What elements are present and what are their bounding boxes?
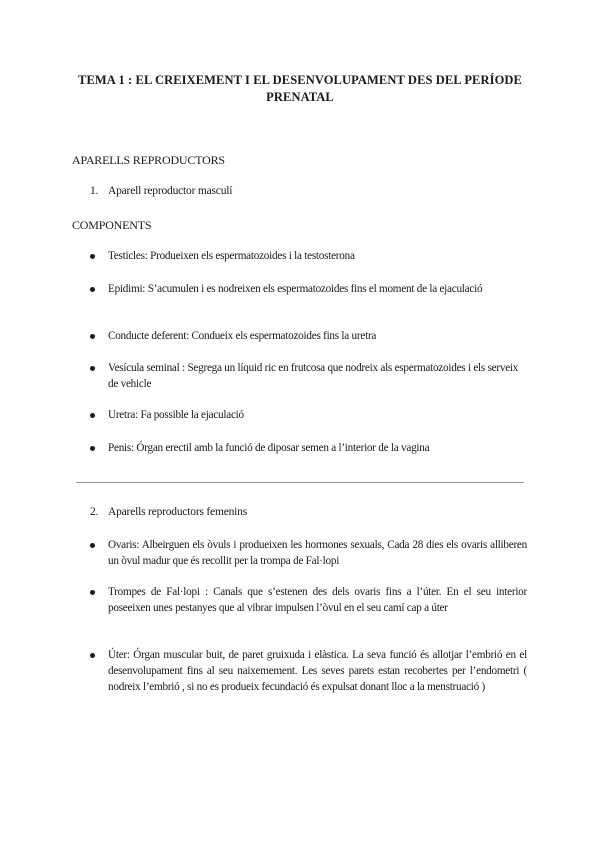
list-item — [90, 360, 527, 392]
list-item-text: Ovaris: Albeirguen els òvuls i produeixen les hormones sexuals, Cada 28 dies els ovaris alliberen un òvul madur que és recollit per la trompa de Fal·lopi — [108, 539, 527, 567]
bullet-icon — [90, 366, 95, 371]
list-item — [90, 647, 527, 695]
male-system-number: 1. — [90, 185, 99, 197]
list-item — [90, 248, 527, 264]
bullet-icon — [90, 653, 95, 658]
list-item — [90, 281, 527, 297]
bullet-icon — [90, 543, 95, 548]
female-system-number: 2. — [90, 506, 99, 518]
bullet-icon — [90, 413, 95, 418]
bullet-icon — [90, 334, 95, 339]
bullet-icon — [90, 254, 95, 259]
list-item-text: Penis: Órgan erectil amb la funció de diposar semen a l’interior de la vagina — [108, 442, 430, 454]
list-item — [90, 328, 527, 344]
list-item-text: Testicles: Produeixen els espermatozoides i la testosterona — [108, 250, 355, 262]
list-item-text: Uretra: Fa possible la ejaculació — [108, 409, 244, 421]
section-divider — [76, 482, 524, 483]
section-heading: APARELLS REPRODUCTORS — [72, 153, 225, 167]
female-system-heading — [90, 506, 247, 518]
page-title: TEMA 1 : EL CREIXEMENT I EL DESENVOLUPAMENT DES DEL PERÍODE PRENATAL — [78, 73, 522, 104]
list-item-text: Vesícula seminal : Segrega un líquid ric en frutcosa que nodreix als espermatozoides i els serveix de vehicle — [108, 362, 519, 390]
bullet-icon — [90, 590, 95, 595]
list-item-text: Úter: Órgan muscular buit, de paret gruixuda i elàstica. La seva funció és allotjar l’embrió en el desenvolupament fins al seu naixemement. Les seves parets estan recobertes per l’endometri ( nodreix l’embrió , si no es produeix fecundació és expulsat donant lloc a la menstruació ) — [108, 649, 527, 693]
list-item-text: Trompes de Fal·lopi : Canals que s’estenen des dels ovaris fins a l’úter. En el seu interior poseeixen unes pestanyes que al vibrar impulsen l’òvul en el seu camí cap a úter — [108, 586, 527, 614]
bullet-icon — [90, 287, 95, 292]
list-item — [90, 537, 527, 569]
list-item-text: Epidimi: S’acumulen i es nodreixen els espermatozoides fins el moment de la ejaculació — [108, 283, 483, 295]
list-item — [90, 407, 527, 423]
bullet-icon — [90, 446, 95, 451]
male-system-heading — [90, 185, 232, 197]
female-system-label: Aparells reproductors femenins — [108, 506, 247, 518]
list-item — [90, 584, 527, 616]
list-item — [90, 440, 527, 456]
components-heading: COMPONENTS — [72, 218, 152, 232]
list-item-text: Conducte deferent: Condueix els espermatozoides fins la uretra — [108, 330, 377, 342]
male-system-label: Aparell reproductor masculí — [108, 185, 233, 197]
